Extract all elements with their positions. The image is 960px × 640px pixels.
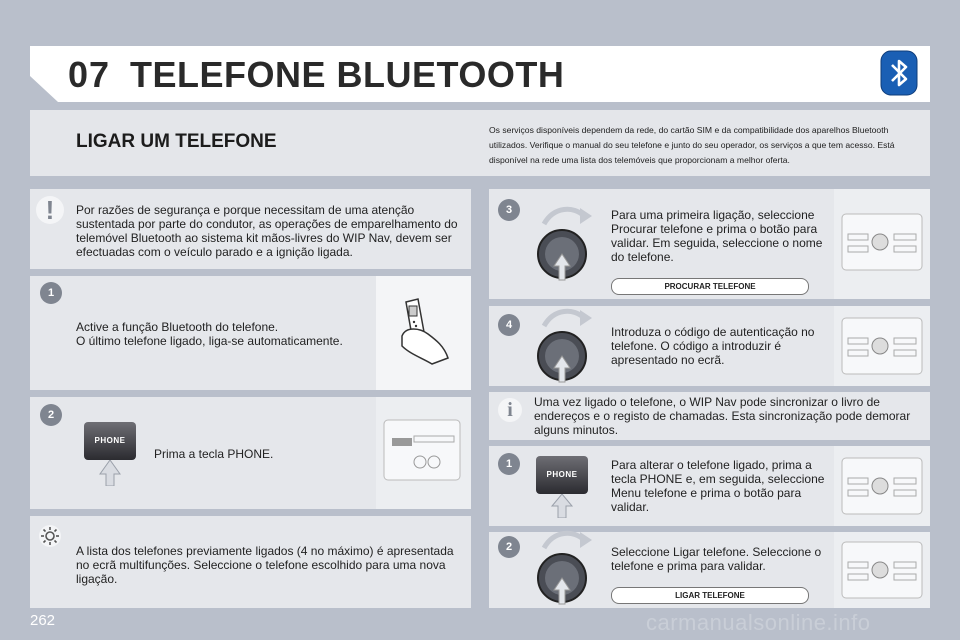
hand-phone-icon bbox=[392, 296, 452, 368]
step-4-badge: 4 bbox=[498, 314, 520, 336]
step-1-badge: 1 bbox=[40, 282, 62, 304]
info-text: Uma vez ligado o telefone, o WIP Nav pode sincronizar o livro de endereços e o registo de chamadas. Esta sincronização pode demorar alguns minutos. bbox=[534, 395, 911, 437]
press-arrow-icon bbox=[96, 460, 124, 486]
tip-sun-icon bbox=[38, 524, 62, 548]
radio-unit-icon bbox=[840, 212, 924, 272]
section-title: LIGAR UM TELEFONE bbox=[76, 131, 277, 152]
phone-key-icon: PHONE bbox=[84, 422, 136, 460]
site-watermark: carmanualsonline.info bbox=[646, 610, 871, 635]
step-2-badge: 2 bbox=[40, 404, 62, 426]
phone-key-icon: PHONE bbox=[536, 456, 588, 494]
ligar-telefone-label: LIGAR TELEFONE bbox=[611, 587, 809, 604]
change-phone-step-2-badge: 2 bbox=[498, 536, 520, 558]
step-1-text: Active a função Bluetooth do telefone. O último telefone ligado, liga-se automaticamente. bbox=[76, 320, 343, 348]
step-3-text: Para uma primeira ligação, seleccione Procurar telefone e prima o botão para validar. Em seguida, seleccione o nome do telefone. bbox=[611, 208, 823, 264]
section-intro: Os serviços disponíveis dependem da rede, do cartão SIM e da compatibilidade dos aparelhos Bluetooth utilizados. Verifique o manual do seu telefone e junto do seu operador, os serviços a que tem acesso. Está disponível na rede uma lista dos telemóveis que proporcionam a melhor oferta. bbox=[489, 125, 895, 165]
rotary-knob-icon bbox=[530, 526, 600, 608]
tip-text: A lista dos telefones previamente ligados (4 no máximo) é apresentada no ecrã multifunções. Seleccione o telefone escolhido para uma nova ligação. bbox=[76, 544, 454, 586]
warning-text: Por razões de segurança e porque necessitam de uma atenção sustentada por parte do condutor, as operações de emparelhamento do telemóvel Bluetooth ao sistema kit mãos-livres do WIP Nav, devem ser efectuadas com o veículo parado e a ignição ligada. bbox=[76, 203, 458, 259]
rotary-knob-icon bbox=[530, 304, 600, 388]
change-phone-step-1-badge: 1 bbox=[498, 453, 520, 475]
rotary-knob-icon bbox=[530, 202, 600, 286]
radio-unit-icon bbox=[840, 456, 924, 516]
warning-icon: ! bbox=[36, 196, 64, 224]
page-number: 262 bbox=[30, 612, 56, 629]
step-4-text: Introduza o código de autenticação no telefone. O código a introduzir é apresentado no ecrã. bbox=[611, 325, 815, 367]
change-phone-step-2-text: Seleccione Ligar telefone. Seleccione o telefone e prima para validar. bbox=[611, 545, 822, 573]
chapter-title: TELEFONE BLUETOOTH bbox=[130, 54, 565, 95]
step-2-text: Prima a tecla PHONE. bbox=[154, 447, 274, 461]
press-arrow-icon bbox=[548, 494, 576, 518]
procurar-telefone-label: PROCURAR TELEFONE bbox=[611, 278, 809, 295]
radio-unit-icon bbox=[840, 540, 924, 600]
radio-unit-icon bbox=[382, 418, 462, 482]
bluetooth-icon bbox=[880, 50, 918, 96]
chapter-number: 07 bbox=[68, 54, 111, 95]
step-3-badge: 3 bbox=[498, 199, 520, 221]
info-icon: i bbox=[498, 398, 522, 422]
radio-unit-icon bbox=[840, 316, 924, 376]
change-phone-step-1-text: Para alterar o telefone ligado, prima a tecla PHONE e, em seguida, seleccione Menu telefone e prima o botão para validar. bbox=[611, 458, 825, 514]
